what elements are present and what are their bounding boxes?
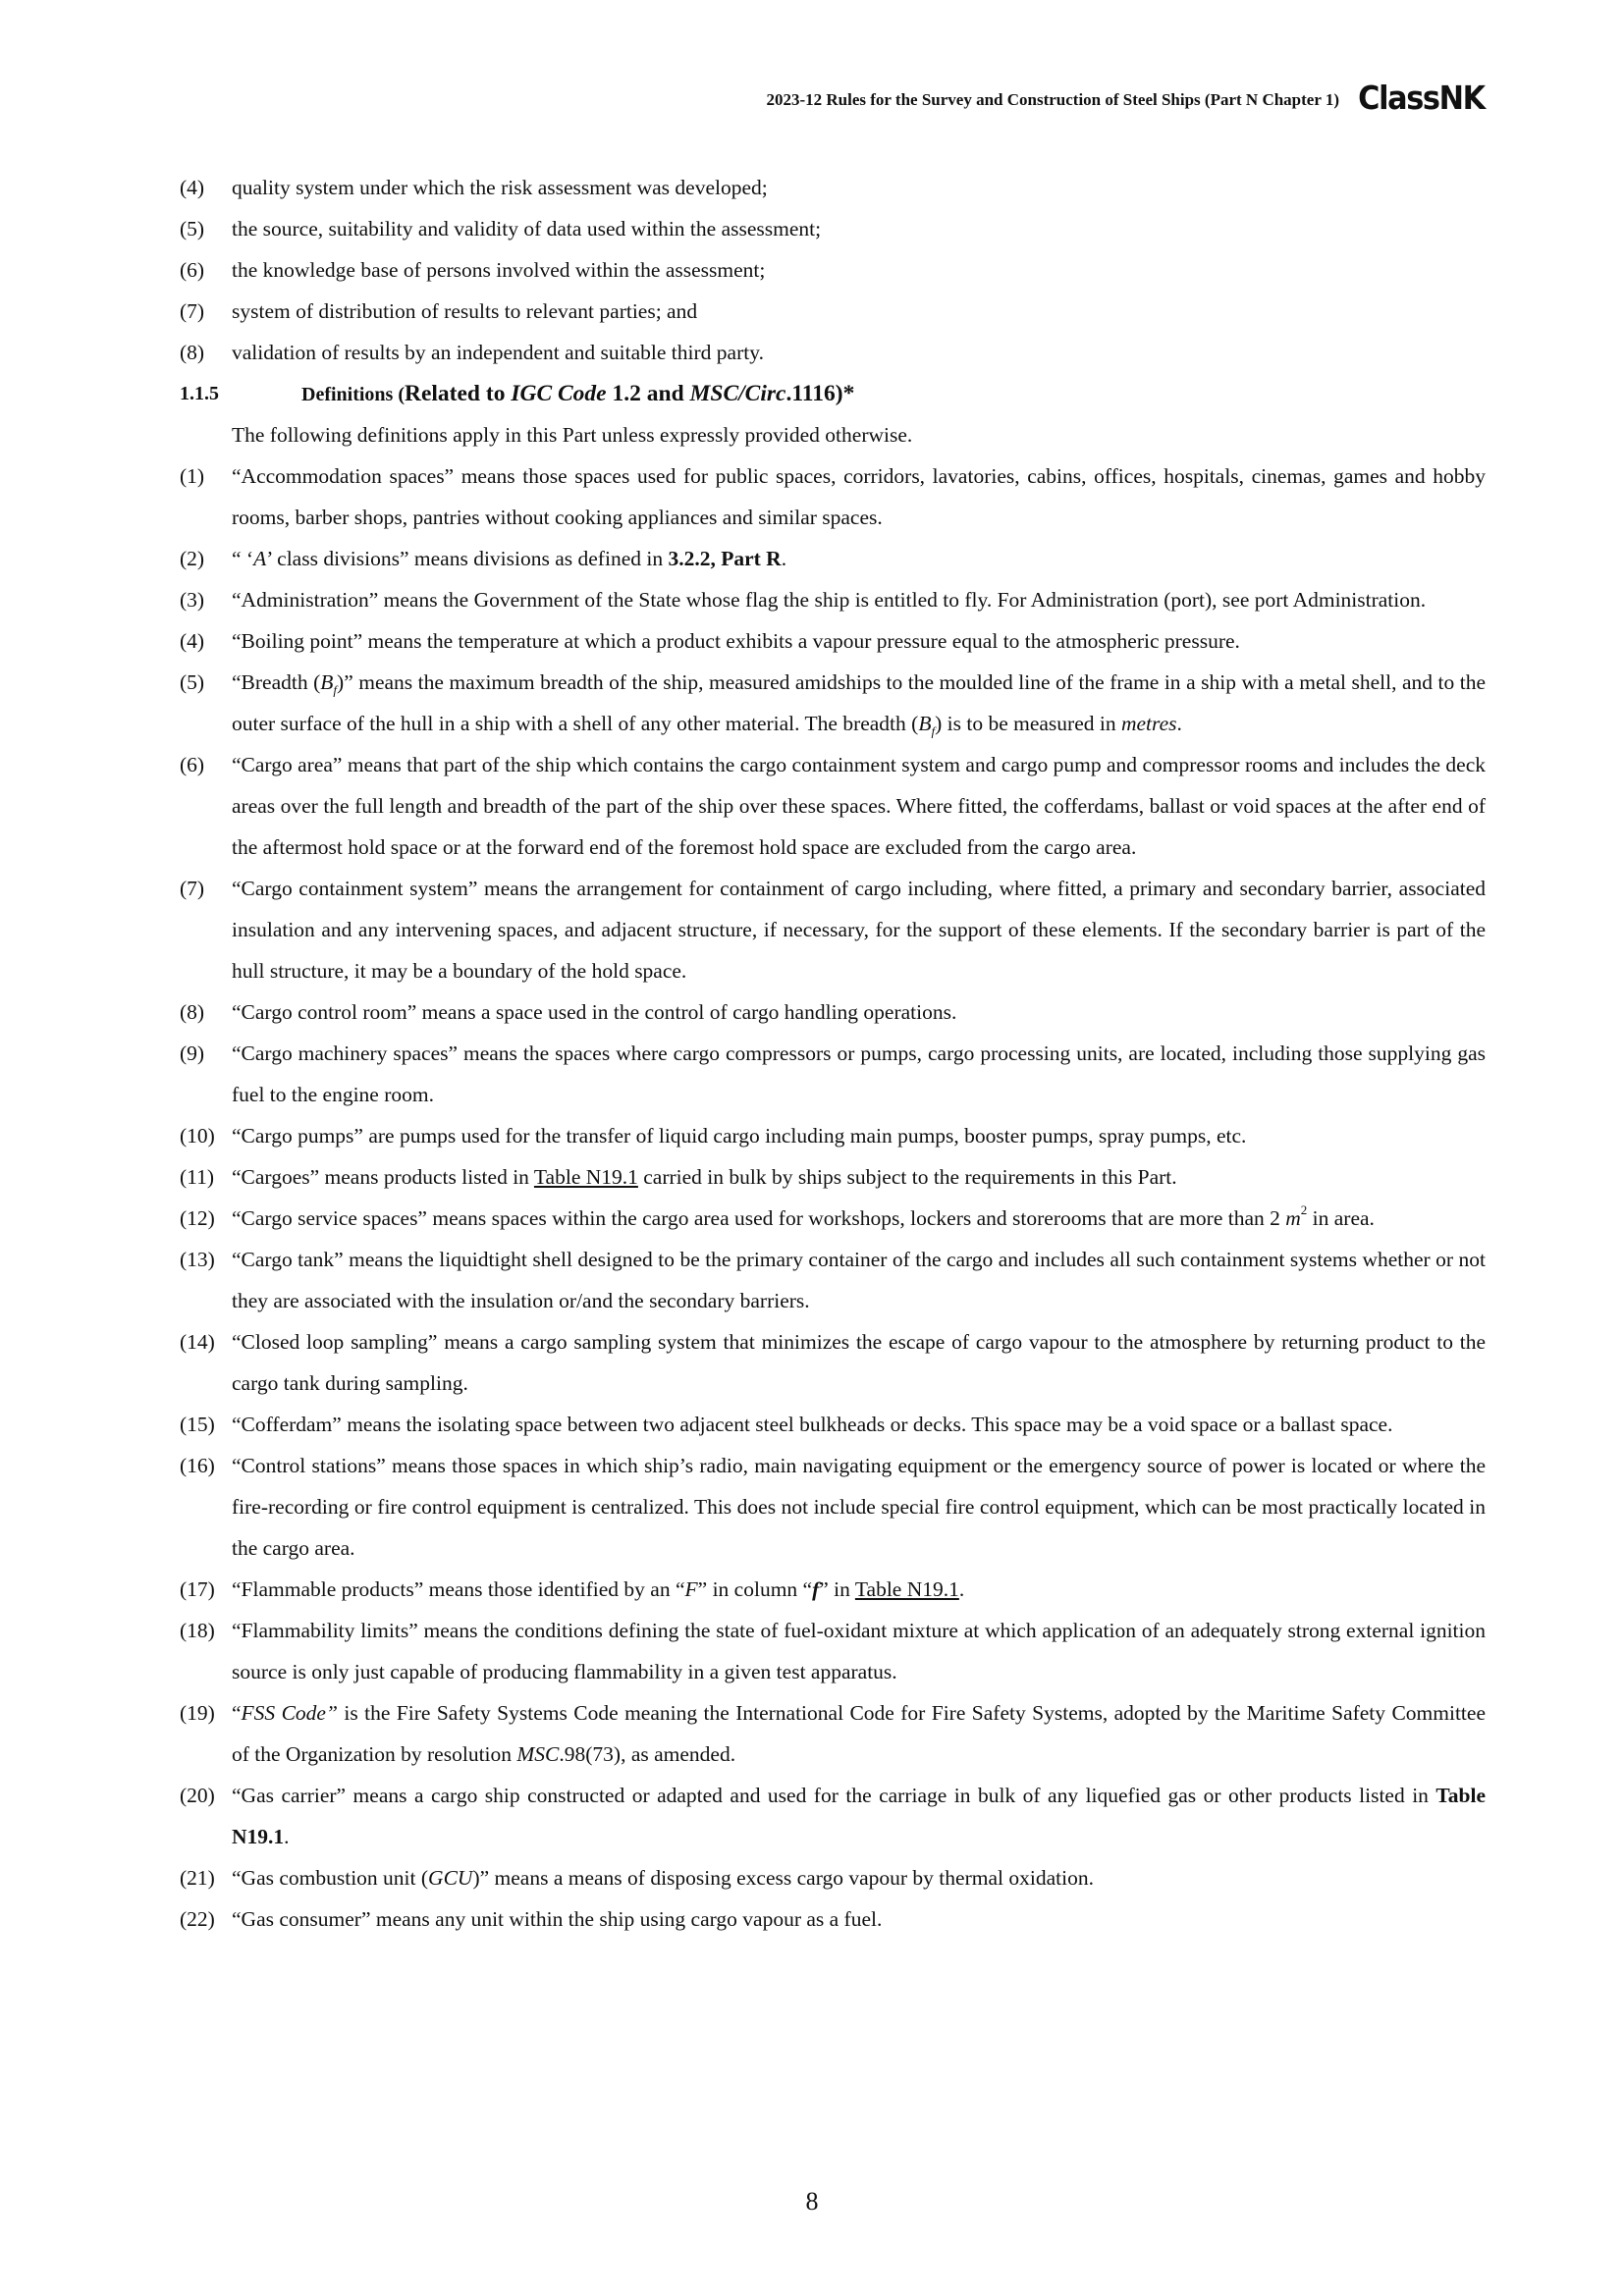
classnk-logo: ClassNK	[1358, 79, 1485, 117]
list-item: (4) quality system under which the risk assessment was developed;	[180, 176, 768, 199]
section-heading	[180, 373, 1486, 414]
definition-item: (16) “Control stations” means those spaces in which ship’s radio, main navigating equipment or the emergency source of power is located or where the fire-recording or fire control equipment is centralized. This does not include special fire control equipment, which can be most practically located in the cargo area.	[180, 1454, 1486, 1560]
definition-item: (8) “Cargo control room” means a space used in the control of cargo handling operations.	[180, 1000, 957, 1024]
definition-item: (1) “Accommodation spaces” means those spaces used for public spaces, corridors, lavatories, cabins, offices, hospitals, cinemas, games and hobby rooms, barber shops, pantries without cooking appliances and similar spaces.	[180, 464, 1486, 529]
definition-item: (6) “Cargo area” means that part of the ship which contains the cargo containment system and cargo pump and compressor rooms and includes the deck areas over the full length and breadth of the part of the ship over these spaces. Where fitted, the cofferdams, ballast or void spaces at the after end of the aftermost hold space or at the forward end of the foremost hold space are excluded from the cargo area.	[180, 753, 1486, 859]
definition-item: (18) “Flammability limits” means the conditions defining the state of fuel-oxidant mixture at which application of an adequately strong external ignition source is only just capable of producing flammability in a given test apparatus.	[180, 1619, 1486, 1683]
list-item: (6) the knowledge base of persons involved within the assessment;	[180, 258, 766, 282]
section-title: Definitions (Related to IGC Code 1.2 and MSC/Circ.1116)*	[301, 381, 855, 406]
definition-item: (10) “Cargo pumps” are pumps used for the transfer of liquid cargo including main pumps, booster pumps, spray pumps, etc.	[180, 1124, 1247, 1148]
page-number: 8	[805, 2187, 819, 2216]
list-item: (5) the source, suitability and validity of data used within the assessment;	[180, 217, 822, 240]
definition-item: (3) “Administration” means the Government of the State whose flag the ship is entitled to fly. For Administration (port), see port Administration.	[180, 588, 1427, 612]
definition-item: (17) “Flammable products” means those identified by an “F” in column “f” in Table N19.1.	[180, 1577, 965, 1601]
definition-item: (4) “Boiling point” means the temperature at which a product exhibits a vapour pressure equal to the atmospheric pressure.	[180, 629, 1240, 653]
definition-item: (15) “Cofferdam” means the isolating space between two adjacent steel bulkheads or decks. This space may be a void space or a ballast space.	[180, 1413, 1393, 1436]
document-body	[180, 167, 1486, 1940]
table-link[interactable]: Table N19.1	[854, 1577, 959, 1601]
running-header: 2023-12 Rules for the Survey and Construction of Steel Ships (Part N Chapter 1)	[766, 90, 1339, 109]
rule-reference: 3.2.2, Part R	[668, 547, 782, 570]
section-intro: The following definitions apply in this Part unless expressly provided otherwise.	[232, 423, 913, 447]
list-item: (8) validation of results by an independent and suitable third party.	[180, 341, 764, 364]
definition-item: (22) “Gas consumer” means any unit within the ship using cargo vapour as a fuel.	[180, 1907, 883, 1931]
definition-item: (11) “Cargoes” means products listed in Table N19.1 carried in bulk by ships subject to the requirements in this Part.	[180, 1165, 1177, 1189]
table-link[interactable]: Table N19.1	[533, 1165, 638, 1189]
page-header	[589, 79, 1485, 118]
list-item: (7) system of distribution of results to relevant parties; and	[180, 299, 698, 323]
definition-item: (5) “Breadth $(B_f)$” means the maximum breadth of the ship, measured amidships to the moulded line of the frame in a ship with a metal shell, and to the outer surface of the hull in a ship with a shell of any other material. The breadth $(B_f)$ is to be measured in metres.	[180, 670, 1486, 739]
definition-item: (12) “Cargo service spaces” means spaces within the cargo area used for workshops, lockers and storerooms that are more than 2 $m^2$ in area.	[180, 1201, 1375, 1230]
table-reference: Table N19.1	[232, 1784, 1486, 1848]
definition-item: (13) “Cargo tank” means the liquidtight shell designed to be the primary container of the cargo and includes all such containment systems whether or not they are associated with the insulation or/and the secondary barriers.	[180, 1248, 1486, 1312]
section-number: 1.1.5	[180, 383, 219, 404]
definition-item: (9) “Cargo machinery spaces” means the spaces where cargo compressors or pumps, cargo processing units, are located, including those supplying gas fuel to the engine room.	[180, 1041, 1486, 1106]
definition-item: (19) “FSS Code” is the Fire Safety Systems Code meaning the International Code for Fire Safety Systems, adopted by the Maritime Safety Committee of the Organization by resolution MSC.98(73), as amended.	[180, 1701, 1486, 1766]
definition-item: (14) “Closed loop sampling” means a cargo sampling system that minimizes the escape of cargo vapour to the atmosphere by returning product to the cargo tank during sampling.	[180, 1330, 1486, 1395]
definition-item: (20) “Gas carrier” means a cargo ship constructed or adapted and used for the carriage in bulk of any liquefied gas or other products listed in Table N19.1.	[180, 1784, 1486, 1848]
definition-item: (2) “ ‘A’ class divisions” means divisions as defined in 3.2.2, Part R.	[180, 547, 787, 570]
definition-item: (21) “Gas combustion unit (GCU)” means a means of disposing excess cargo vapour by thermal oxidation.	[180, 1866, 1094, 1890]
definition-item: (7) “Cargo containment system” means the arrangement for containment of cargo including, where fitted, a primary and secondary barrier, associated insulation and any intervening spaces, and adjacent structure, if necessary, for the support of these elements. If the secondary barrier is part of the hull structure, it may be a boundary of the hold space.	[180, 877, 1486, 983]
